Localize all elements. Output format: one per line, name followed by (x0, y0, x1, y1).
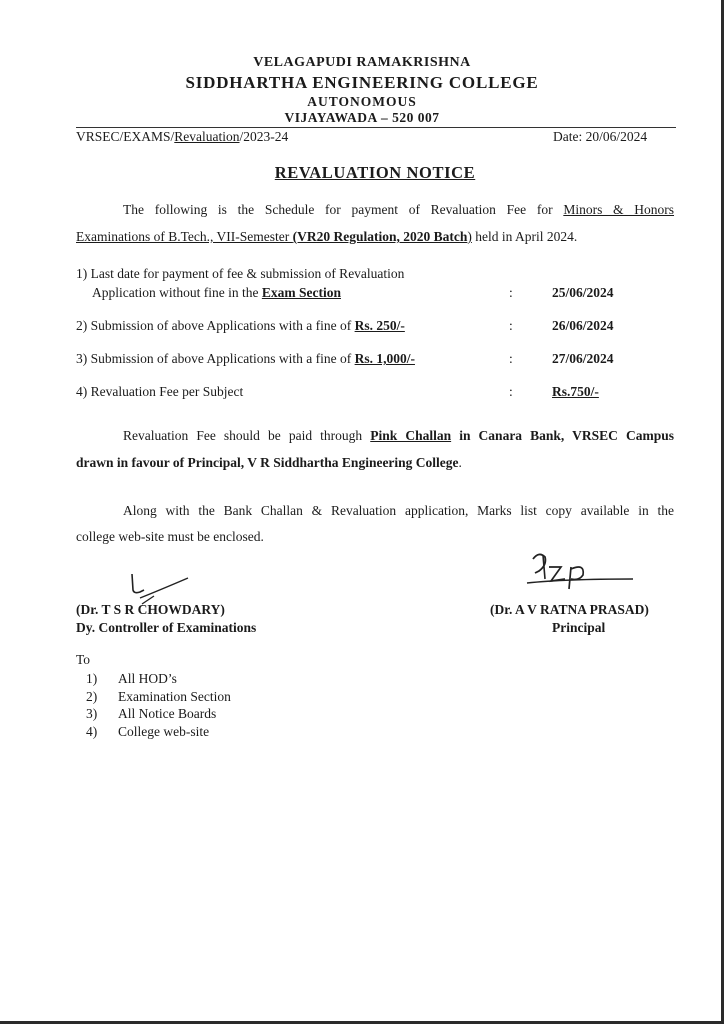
schedule-item-3-text: 3) Submission of above Applications with a fine of (76, 351, 355, 366)
schedule-item-2 (76, 318, 405, 334)
list-item-number: 4) (86, 723, 98, 739)
schedule-item-1-line1: 1) Last date for payment of fee & submission of Revaluation (76, 266, 405, 281)
intro-exam-name: Examinations of B.Tech., VII-Semester (76, 229, 293, 244)
payment-favour: drawn in favour of Principal, V R Siddhartha Engineering College (76, 455, 459, 470)
principal-signature (525, 545, 640, 603)
institution-address: VIJAYAWADA – 520 007 (284, 110, 440, 125)
schedule-item-3 (76, 351, 415, 367)
payment-challan: Pink Challan (370, 428, 452, 443)
controller-name: (Dr. T S R CHOWDARY) (76, 602, 225, 617)
list-item-number: 1) (86, 671, 98, 686)
list-item-number: 3) (86, 706, 98, 721)
list-item-text: College web-site (118, 723, 210, 739)
payment-line-1 (76, 422, 674, 449)
payment-bank: in Canara Bank, VRSEC Campus (451, 428, 675, 443)
schedule-item-1-line2 (92, 285, 341, 301)
payment-line-2 (76, 449, 674, 476)
intro-exam-type: Minors & Honors (563, 202, 675, 217)
list-item (86, 670, 231, 688)
schedule-item-4-colon: : (509, 384, 513, 399)
payment-period: . (458, 455, 462, 470)
schedule-item-3-date: 27/06/2024 (552, 351, 614, 366)
list-item-number: 2) (86, 688, 98, 704)
list-item (86, 723, 231, 741)
schedule-item-3-fine: Rs. 1,000/- (354, 351, 415, 366)
schedule-item-1-colon: : (509, 285, 513, 300)
intro-text: The following is the Schedule for payment of Revaluation Fee for (123, 202, 564, 217)
reference-prefix: VRSEC/EXAMS/ (76, 129, 175, 144)
payment-text: Revaluation Fee should be paid through (123, 428, 371, 443)
institution-status: AUTONOMOUS (307, 94, 417, 109)
intro-regulation: (VR20 Regulation, 2020 Batch (292, 229, 468, 244)
principal-title: Principal (552, 620, 606, 635)
schedule-item-1-text: Application without fine in the (92, 285, 262, 300)
schedule-item-3-colon: : (509, 351, 513, 366)
intro-line-2 (76, 223, 674, 250)
list-item-text: All Notice Boards (118, 706, 217, 721)
schedule-item-1-emphasis: Exam Section (261, 285, 341, 300)
institution-name-line2: SIDDHARTHA ENGINEERING COLLEGE (185, 73, 539, 92)
schedule-item-1-date: 25/06/2024 (552, 285, 614, 300)
schedule-item-2-date: 26/06/2024 (552, 318, 614, 333)
institution-name-line1: VELAGAPUDI RAMAKRISHNA (253, 55, 471, 70)
controller-title: Dy. Controller of Examinations (76, 620, 257, 635)
schedule-item-4-fee: Rs.750/- (552, 384, 599, 399)
principal-name: (Dr. A V RATNA PRASAD) (490, 602, 649, 617)
distribution-to: To (76, 652, 91, 667)
list-item-text: All HOD’s (118, 671, 177, 686)
schedule-item-2-fine: Rs. 250/- (354, 318, 405, 333)
list-item (86, 688, 231, 706)
notice-title: REVALUATION NOTICE (274, 163, 476, 182)
intro-line-1 (76, 196, 674, 223)
schedule-item-2-text: 2) Submission of above Applications with a fine of (76, 318, 355, 333)
reference-underlined: Revaluation (174, 129, 240, 144)
list-item (86, 705, 231, 723)
reference-suffix: /2023-24 (239, 129, 289, 144)
enclosure-line-1: Along with the Bank Challan & Revaluation application, Marks list copy available in the (123, 503, 674, 518)
intro-held: held in April 2024. (471, 229, 578, 244)
list-item-text: Examination Section (118, 688, 231, 704)
header-divider (76, 127, 676, 128)
schedule-item-2-colon: : (509, 318, 513, 333)
schedule-item-4: 4) Revaluation Fee per Subject (76, 384, 244, 399)
intro-paren: ) (467, 229, 472, 244)
enclosure-line-2: college web-site must be enclosed. (76, 529, 264, 544)
distribution-list (86, 670, 231, 740)
notice-date: Date: 20/06/2024 (553, 129, 648, 144)
reference-number (76, 129, 288, 145)
